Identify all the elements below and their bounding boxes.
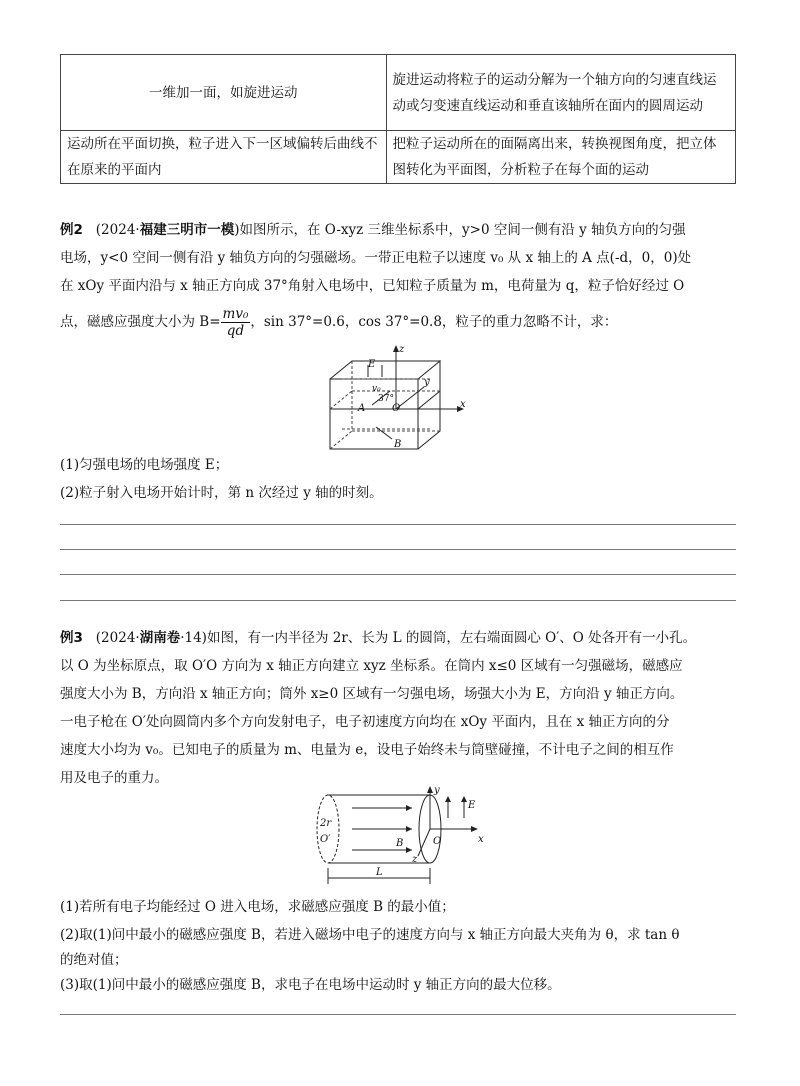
axis-label-z: z [399, 344, 405, 355]
answer-line[interactable] [60, 1014, 736, 1015]
length-label: L [376, 867, 383, 878]
axis-label-y: y [434, 785, 440, 796]
velocity-label: v₀ [372, 384, 381, 394]
point-label-a: A [358, 403, 366, 414]
fraction [221, 306, 251, 339]
problem-line: 强度大小为 B，方向沿 x 轴正方向；筒外 x≥0 区域有一匀强电场，场强大小为 E，方向沿 y 轴正方向。 [60, 686, 684, 702]
axis-label-x: x [478, 834, 484, 845]
source-prefix: (2024· [95, 222, 140, 238]
radius-label: 2r [320, 818, 332, 829]
problem-line: 如图，有一内半径为 2r、长为 L 的圆筒，左右端面圆心 O′、O 处各开有一小孔。 [206, 630, 697, 646]
question-2-cont: 的绝对值； [60, 952, 128, 968]
formula-suffix: ，sin 37°=0.6，cos 37°=0.8，粒子的重力忽略不计，求： [250, 314, 618, 330]
table-cell: 运动所在平面切换，粒子进入下一区域偏转后曲线不在原来的平面内 [61, 131, 387, 184]
answer-line[interactable] [60, 524, 736, 525]
question-1: (1)匀强电场的电场强度 E； [60, 457, 229, 473]
point-label-o-prime: O′ [320, 834, 331, 845]
example-2-text [60, 216, 740, 339]
problem-line: 速度大小均为 v₀。已知电子的质量为 m、电量为 e，设电子始终未与筒壁碰撞，不计电子之间的相互作 [60, 742, 674, 758]
table-cell: 把粒子运动所在的面隔离出来，转换视图角度，把立体图转化为平面图，分析粒子在每个面的运动 [386, 131, 735, 184]
table-cell: 旋进运动将粒子的运动分解为一个轴方向的匀速直线运动或匀变速直线运动和垂直该轴所在面内的圆周运动 [386, 55, 735, 131]
problem-line: 以 O 为坐标原点，取 O′O 方向为 x 轴正方向建立 xyz 坐标系。在筒内 x≤0 区域有一匀强磁场，磁感应 [60, 658, 683, 674]
source-suffix: ·14) [180, 630, 207, 646]
problem-line: 一电子枪在 O′处向圆筒内多个方向发射电子，电子初速度方向均在 xOy 平面内，且在 x 轴正方向的分 [60, 714, 670, 730]
axis-label-y: y [424, 377, 430, 388]
question-2: (2)粒子射入电场开始计时，第 n 次经过 y 轴的时刻。 [60, 485, 383, 501]
field-label-b: B [394, 439, 402, 450]
coordinate-box-figure [320, 343, 480, 453]
problem-line: 在 xOy 平面内沿与 x 轴正方向成 37°角射入电场中，已知粒子质量为 m，电荷量为 q，粒子恰好经过 O [60, 278, 685, 294]
answer-line[interactable] [60, 574, 736, 575]
source-name: 湖南卷 [139, 630, 181, 646]
answer-line[interactable] [60, 600, 736, 601]
table-cell: 一维加一面，如旋进运动 [61, 55, 387, 131]
origin-label: O [433, 836, 442, 847]
problem-line: 用及电子的重力。 [60, 770, 168, 786]
cylinder-figure [312, 784, 492, 888]
problem-line: 如图所示，在 O-xyz 三维坐标系中，y>0 空间一侧有沿 y 轴负方向的匀强 [239, 222, 686, 238]
source-prefix: (2024· [95, 630, 140, 646]
angle-label: 37° [378, 394, 394, 404]
axis-label-x: x [460, 399, 466, 410]
example-3-text [60, 624, 740, 792]
problem-line [60, 306, 740, 339]
table-row [61, 55, 736, 131]
formula-prefix: 点，磁感应强度大小为 B= [60, 314, 221, 330]
table-row [61, 131, 736, 184]
field-label-b: B [396, 838, 404, 849]
answer-line[interactable] [60, 549, 736, 550]
source-suffix: ) [234, 222, 240, 238]
origin-label: O [392, 403, 401, 414]
example-label: 例3 [60, 630, 83, 646]
method-table [60, 54, 736, 184]
example-label: 例2 [60, 222, 83, 238]
question-2: (2)取(1)问中最小的磁感应强度 B，若进入磁场中电子的速度方向与 x 轴正方向最大夹角为 θ，求 tan θ [60, 927, 680, 943]
question-3: (3)取(1)问中最小的磁感应强度 B，求电子在电场中运动时 y 轴正方向的最大位移。 [60, 977, 561, 993]
fraction-denominator: qd [226, 323, 245, 339]
field-label-e: E [468, 800, 476, 811]
axis-label-z: z [412, 854, 418, 865]
fraction-numerator: mv₀ [222, 306, 249, 322]
question-1: (1)若所有电子均能经过 O 进入电场，求磁感应强度 B 的最小值； [60, 899, 455, 915]
problem-line: 电场，y<0 空间一侧有沿 y 轴负方向的匀强磁场。一带正电粒子以速度 v₀ 从 x 轴上的 A 点(-d，0，0)处 [60, 250, 692, 266]
source-name: 福建三明市一模 [139, 222, 235, 238]
field-label-e: E [368, 359, 376, 370]
